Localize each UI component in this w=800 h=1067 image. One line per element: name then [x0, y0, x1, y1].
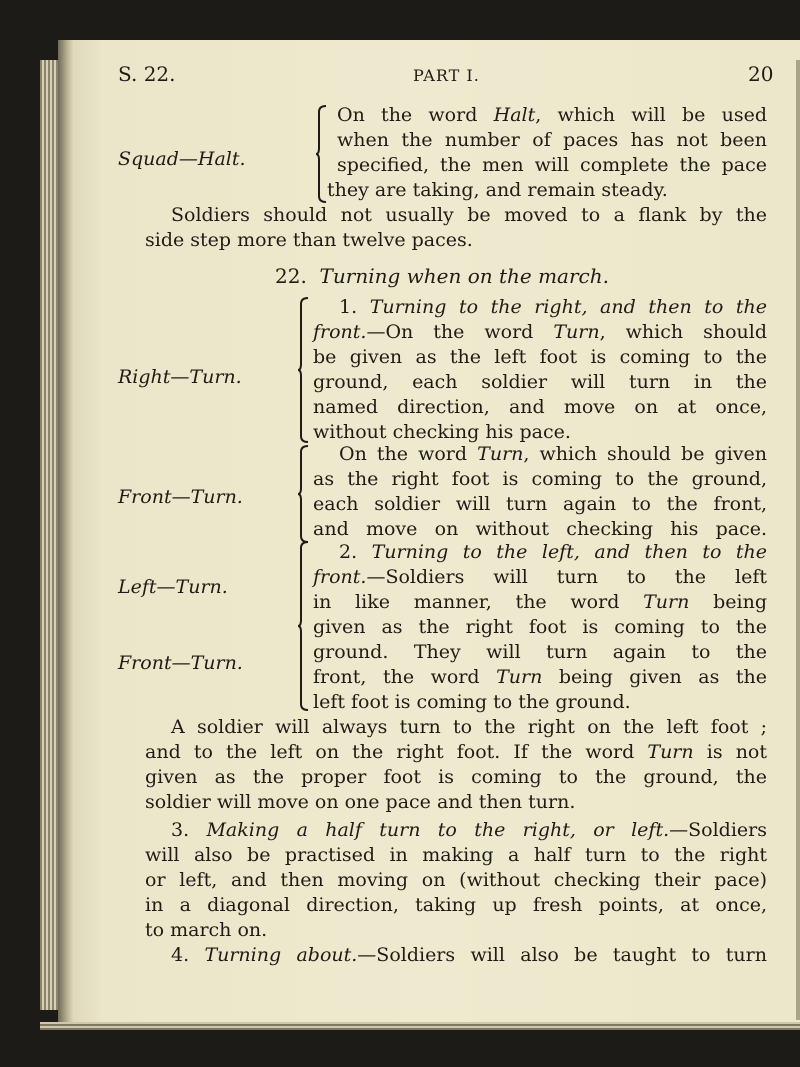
text-line: 4. Turning about.—Soldiers will also be taught to turn: [171, 944, 767, 966]
text-line: to march on.: [145, 919, 268, 941]
text-line: ground. They will turn again to the: [313, 641, 767, 663]
page-stack-edge: [40, 60, 58, 1010]
side-label-front-turn: Front—Turn.: [118, 486, 243, 508]
side-label-front-turn-2: Front—Turn.: [118, 652, 243, 674]
text-line: or left, and then moving on (without checking their pace): [145, 869, 767, 891]
running-head: PART I.: [413, 66, 480, 85]
text-line: given as the proper foot is coming to the ground, the: [145, 766, 767, 788]
brace-bracket: [298, 444, 310, 544]
text-line: when the number of paces has not been: [337, 129, 767, 151]
text-line: named direction, and move on at once,: [313, 396, 767, 418]
text-line: will also be practised in making a half turn to the right: [145, 844, 767, 866]
text-line: each soldier will turn again to the front,: [313, 493, 767, 515]
text-line: side step more than twelve paces.: [145, 229, 473, 251]
text-line: 1. Turning to the right, and then to the: [339, 296, 767, 318]
text-line: front.—Soldiers will turn to the left: [313, 566, 767, 588]
side-label-squad-halt: Squad—Halt.: [118, 148, 246, 170]
brace-bracket: [298, 540, 310, 712]
text-line: in like manner, the word Turn being: [313, 591, 767, 613]
page-number: 20: [748, 62, 774, 86]
text-line: front, the word Turn being given as the: [313, 666, 767, 688]
side-label-right-turn: Right—Turn.: [118, 366, 242, 388]
brace-bracket: [298, 296, 310, 444]
text-line: front.—On the word Turn, which should: [313, 321, 767, 343]
text-line: and move on without checking his pace.: [313, 518, 767, 540]
text-line: without checking his pace.: [313, 421, 571, 443]
text-line: left foot is coming to the ground.: [313, 691, 631, 713]
text-line: 3. Making a half turn to the right, or left.—Soldiers: [171, 819, 767, 841]
page-bottom-edge: [40, 1022, 800, 1030]
page-right-edge: [796, 60, 800, 1020]
text-line: and to the left on the right foot. If the word Turn is not: [145, 741, 768, 763]
text-line: A soldier will always turn to the right on the left foot ;: [171, 716, 767, 738]
text-line: given as the right foot is coming to the: [313, 616, 767, 638]
section-heading: 22. Turning when on the march.: [275, 264, 609, 288]
text-line: be given as the left foot is coming to the: [313, 346, 767, 368]
section-reference: S. 22.: [118, 62, 176, 86]
text-line: soldier will move on one pace and then turn.: [145, 791, 576, 813]
page-gutter: [58, 40, 74, 1025]
text-line: specified, the men will complete the pace: [337, 154, 767, 176]
text-line: Soldiers should not usually be moved to a flank by the: [171, 204, 767, 226]
text-line: On the word Turn, which should be given: [339, 443, 768, 465]
text-line: as the right foot is coming to the ground,: [313, 468, 767, 490]
text-line: On the word Halt, which will be used: [337, 104, 768, 126]
text-line: they are taking, and remain steady.: [327, 179, 668, 201]
text-line: ground, each soldier will turn in the: [313, 371, 767, 393]
text-line: in a diagonal direction, taking up fresh points, at once,: [145, 894, 767, 916]
side-label-left-turn: Left—Turn.: [118, 576, 228, 598]
text-line: 2. Turning to the left, and then to the: [339, 541, 767, 563]
